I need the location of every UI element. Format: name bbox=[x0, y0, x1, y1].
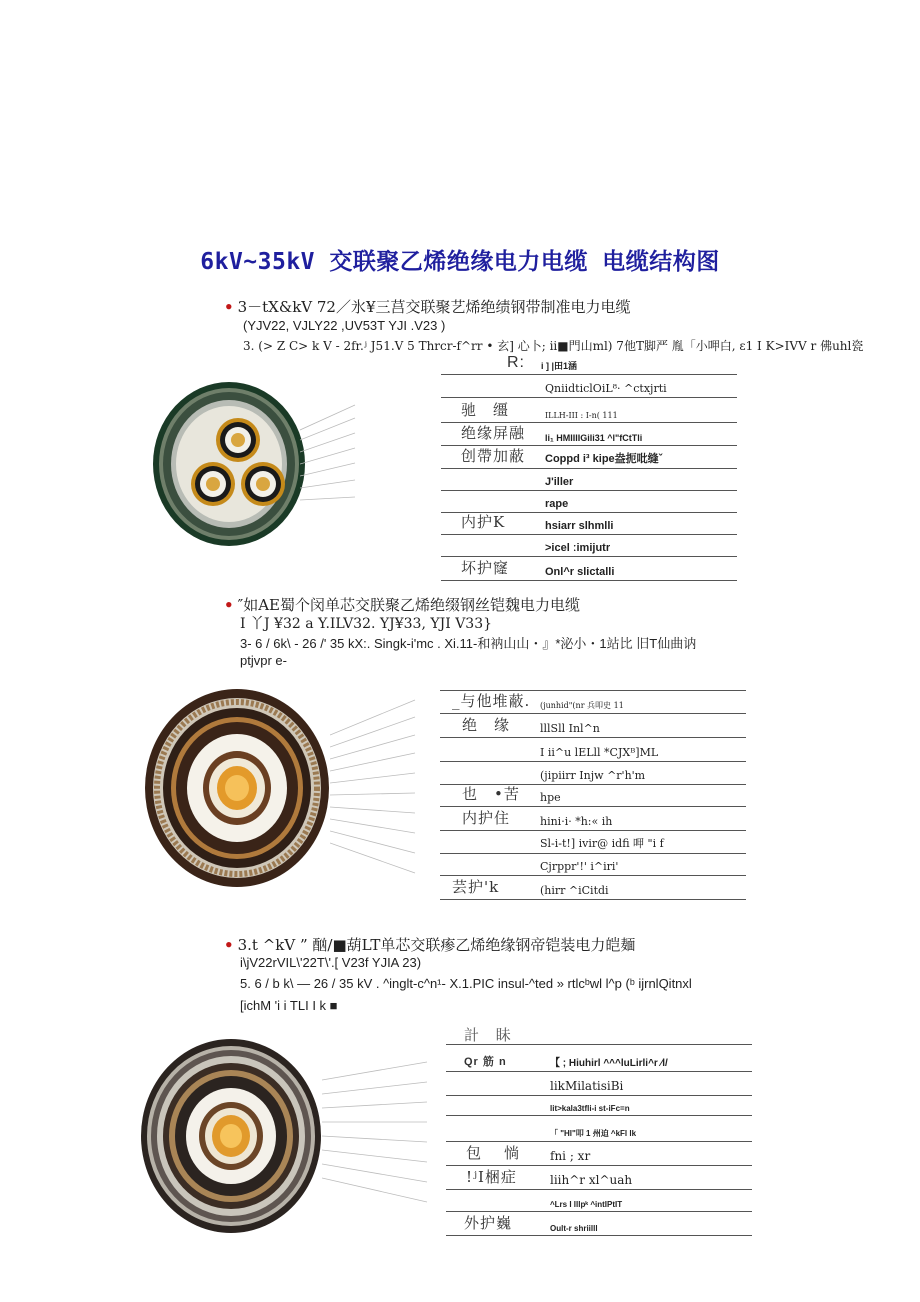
structure-table bbox=[440, 676, 746, 902]
table-row: 坏护窿 Onl^r slictalli bbox=[441, 556, 737, 581]
table-row: >icel ːimijutr bbox=[441, 534, 737, 557]
table-row: 创帶加蔽 Coppd i³ kipe盎扼吡缝ˇ bbox=[441, 445, 737, 469]
table-row: 绝 缘 lllSll Inl^n bbox=[440, 713, 746, 738]
table-row: I ii^u lELll *CJXᴮ]ML bbox=[440, 737, 746, 762]
leader-lines bbox=[330, 695, 420, 885]
leader-lines bbox=[322, 1060, 432, 1210]
table-row: 芸护'k (hirr ^iCitdi bbox=[440, 875, 746, 900]
table-row: 外护巍 Oult-r shriilll bbox=[446, 1211, 752, 1236]
table-row: QniidticlOiL⁸· ^ctxjrti bbox=[441, 374, 737, 398]
table-row: J'iller bbox=[441, 468, 737, 491]
model-line: i\jV22rVIL\'22T\'.[ V23f YJIA 23) bbox=[240, 955, 422, 970]
table-row: 绝缘屏融 li₁ HMIIIIGili31 ^l"fCtTli bbox=[441, 422, 737, 446]
section-heading: • 3－tX&kV 72／氷¥三莒交联聚艺烯绝绩钢带制准电力电缆 bbox=[224, 298, 631, 316]
bullet-icon: • bbox=[224, 596, 234, 614]
table-row: (jipiirr Injw ^r'h'm bbox=[440, 761, 746, 785]
table-row: likMilatisiBi bbox=[446, 1071, 752, 1096]
single-core-tape-armoured-cable-illustration bbox=[140, 1038, 322, 1234]
header-label: R: bbox=[507, 354, 525, 371]
structure-table bbox=[441, 356, 737, 582]
table-row: 包 惝 fni ; xr bbox=[446, 1141, 752, 1166]
single-core-wire-armoured-cable-illustration bbox=[144, 688, 330, 888]
three-core-cable-illustration bbox=[150, 380, 308, 548]
table-row: lit>kala3tfli-i st-iFc=n bbox=[446, 1095, 752, 1116]
header-value: i ] |田1涵 bbox=[541, 361, 578, 371]
table-header-row bbox=[441, 356, 737, 375]
table-row: rape bbox=[441, 490, 737, 513]
description-line: 5. 6 / b k\ — 26 / 35 kV . ^inglt-c^n¹- X.1.PIC insul-^ted » rtlcᵇwl l^p (ᵇ ijrnlQitnxl bbox=[240, 976, 692, 991]
table-row: !ʲI梱症 liih^r xl^uah bbox=[446, 1165, 752, 1190]
section-heading: • 3.t ^kV ” 酗/■葫LT单芯交联瘆乙烯绝缘钢帝铠装电力皑麺 bbox=[224, 936, 636, 954]
table-row: 驰 缰 ILLH-III : I-n( 111 bbox=[441, 397, 737, 423]
description-line: ptjvpr e- bbox=[240, 653, 287, 668]
table-row: Cjrppr'!' i^iri' bbox=[440, 853, 746, 876]
section-heading: • ″如AE蜀个闵单芯交朕聚乙烯绝缀钢丝铠魏电力电缆 bbox=[224, 596, 580, 614]
table-row: 「 "Hl"叩 1 州迫 ^kFl lk bbox=[446, 1115, 752, 1142]
description-line: [ichM 'i i TLI I k ■ bbox=[240, 998, 338, 1013]
description-line: 3. (> Z C> k V - 2fr.ʲ J51.V 5 Thrcr-f^rr • 玄] 心卜; ii■門山ml) 7他T脚严 胤「小呷白, ɛ1 I K>IVV r 佛uhl瓷 bbox=[243, 339, 864, 353]
structure-table bbox=[446, 1024, 752, 1236]
table-row: 内护住 hini·i· *h:« ih bbox=[440, 806, 746, 831]
table-row: Qr 筋 n 【 ; Hiuhirl ^^^luLirli^r ⁄l/ bbox=[446, 1044, 752, 1072]
bullet-icon: • bbox=[224, 298, 234, 316]
table-row bbox=[440, 676, 746, 691]
table-row: 内护K hsiarr slhmlli bbox=[441, 512, 737, 535]
bullet-icon: • bbox=[224, 936, 234, 954]
table-row: ^Lrs I lllpᵏ ^intIPtIT bbox=[446, 1189, 752, 1212]
table-row bbox=[446, 1024, 752, 1045]
model-line: (YJV22, VJLY22 ,UV53T YJI .V23 ) bbox=[243, 318, 446, 333]
page-title: 6kV~35kV 交联聚乙烯绝缘电力电缆 电缆结构图 bbox=[200, 249, 720, 275]
model-line: I 丫J ¥32 a Y.ILV32. YJ¥33, YJI V33} bbox=[240, 616, 493, 632]
description-line: 3- 6 / 6k\ - 26 /' 35 kX:. Singk-i'mc . Xi.11-和衲山山・』*泌小・1站比 旧T仙曲讷 bbox=[240, 636, 697, 651]
leader-lines bbox=[300, 400, 380, 530]
table-row: 也 •苦 hpe bbox=[440, 784, 746, 807]
table-row: Sl-i-t!] ivir@ idfi 呷 "i f bbox=[440, 830, 746, 854]
table-row: _与他堆蔽. (junhid"(nr 兵叩史 11 bbox=[440, 690, 746, 714]
